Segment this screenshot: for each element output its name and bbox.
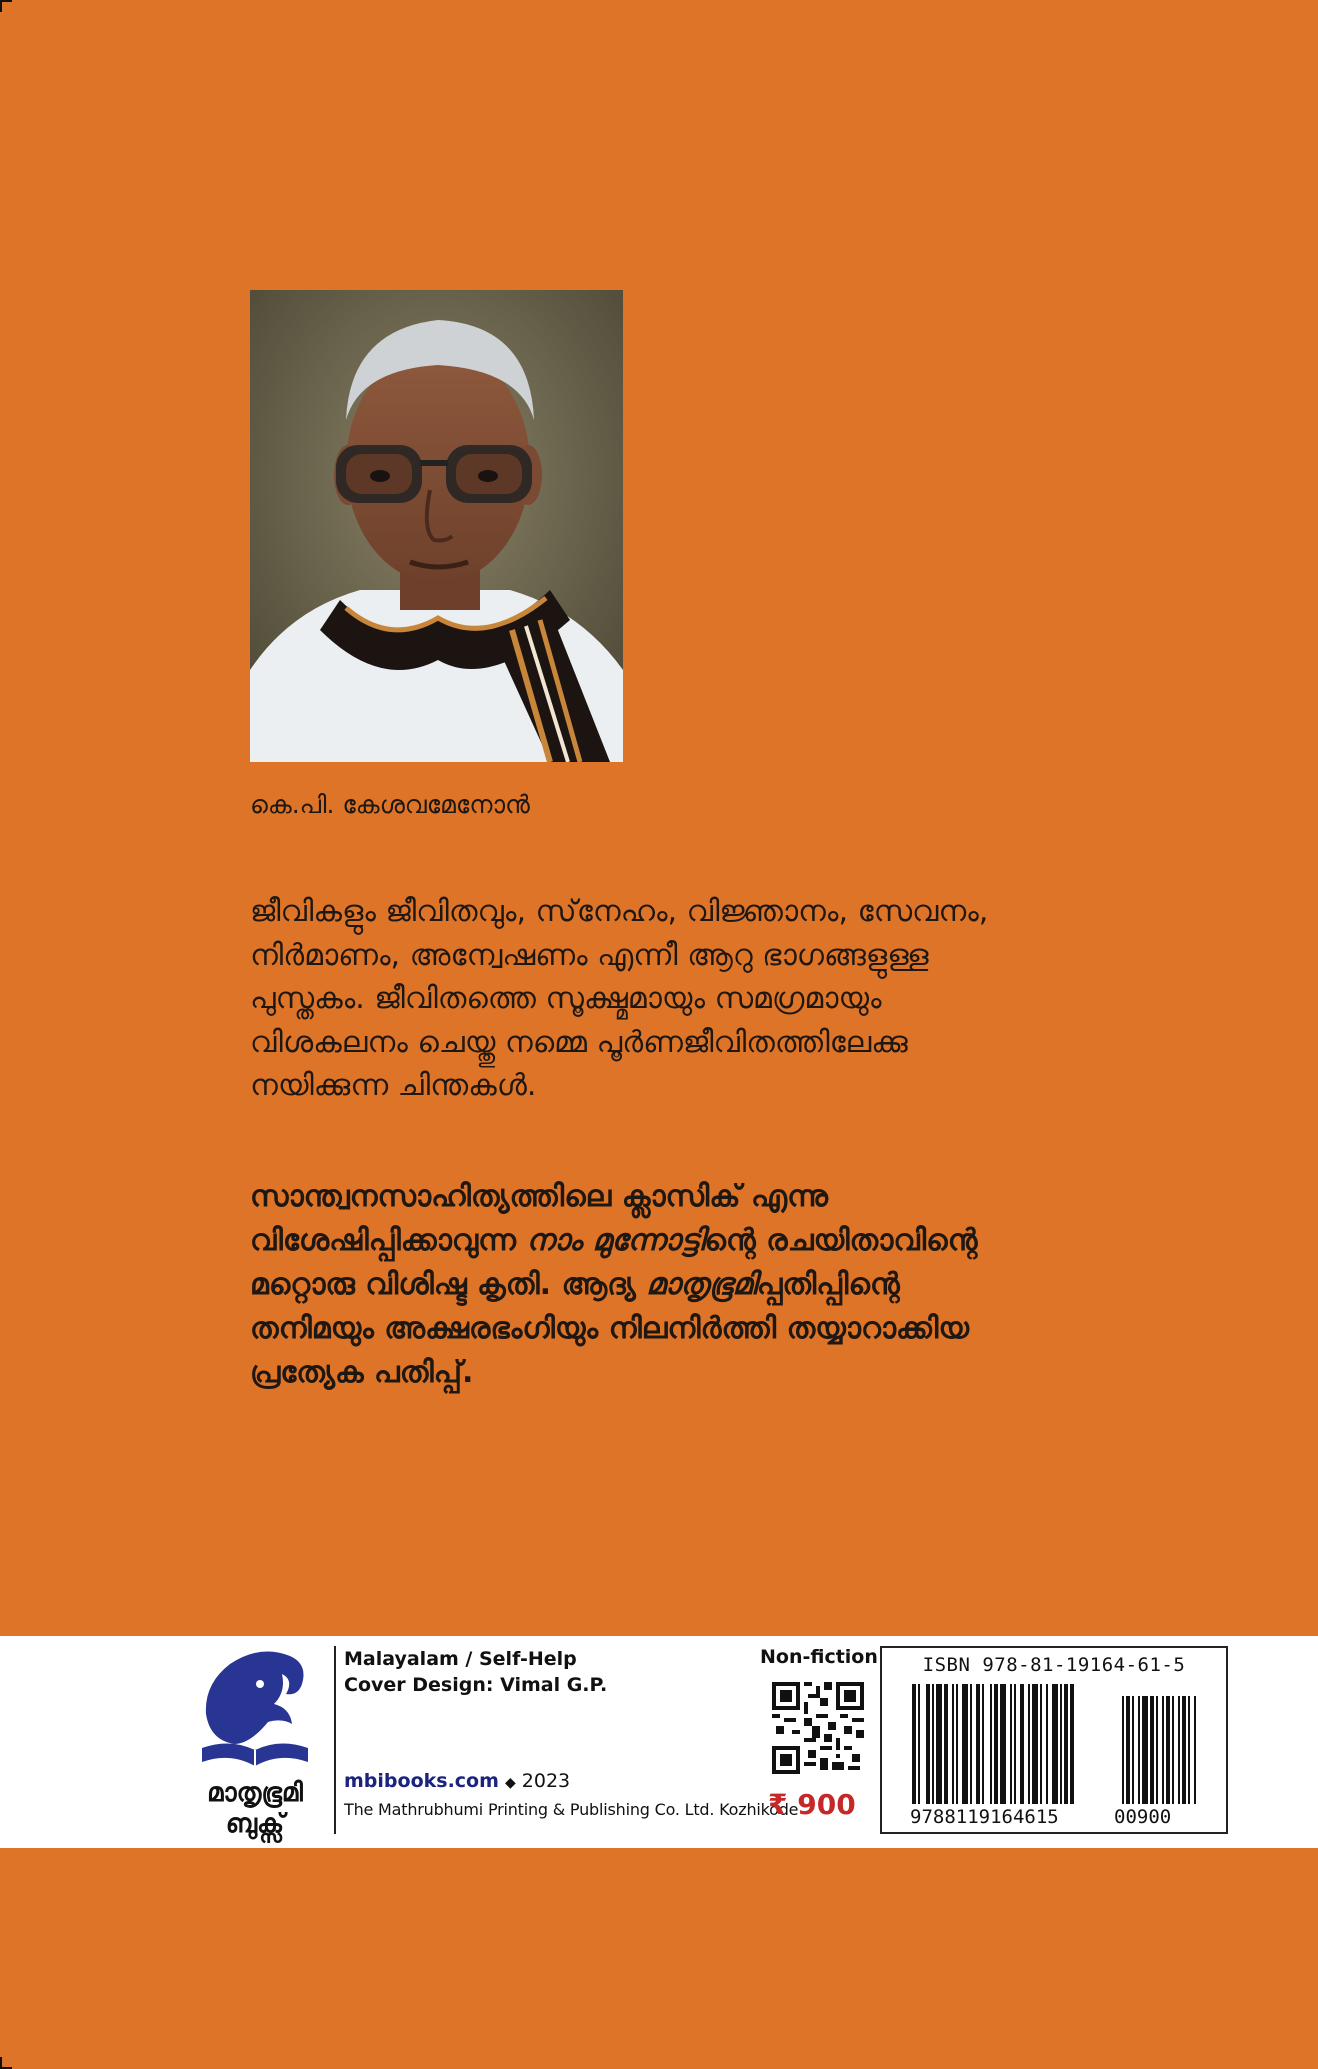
- website-link[interactable]: mbibooks.com: [344, 1770, 499, 1792]
- author-portrait: [250, 290, 623, 762]
- publisher-name: The Mathrubhumi Printing & Publishing Co. Ltd. Kozhikode: [344, 1800, 799, 1819]
- highlight-text: വിശേഷിപ്പിക്കാവുന്ന: [250, 1223, 527, 1258]
- highlight-line: [250, 1219, 1080, 1263]
- highlight-book-title: നാം മുന്നോട്ടി: [526, 1223, 705, 1258]
- description-line: പുസ്തകം. ജീവിതത്തെ സൂക്ഷ്മമായും സമഗ്രമായും: [250, 981, 882, 1016]
- website-line: [344, 1770, 570, 1792]
- footer-divider: [334, 1646, 336, 1834]
- highlight-text: ന്റെ രചയിതാവിന്റെ: [704, 1223, 978, 1258]
- highlight-line: സാന്ത്വനസാഹിത്യത്തിലെ ക്ലാസിക് എന്നു: [250, 1179, 828, 1214]
- publisher-logo-text: [190, 1778, 320, 1840]
- logo-line: ബുക്സ്: [225, 1809, 285, 1839]
- price-tag: ₹ 900: [768, 1788, 856, 1821]
- description-line: ജീവികളും ജീവിതവും, സ്‌നേഹം, വിജ്ഞാനം, സേവനം,: [250, 894, 989, 929]
- highlight-line: [250, 1263, 1080, 1307]
- author-caption: കെ.പി. കേശവമേനോൻ: [250, 790, 530, 819]
- description-line: നയിക്കുന്ന ചിന്തകൾ.: [250, 1068, 537, 1103]
- book-meta: [344, 1646, 607, 1698]
- crop-mark-bottom-left-v: [0, 2057, 2, 2069]
- book-highlight: [250, 1175, 1080, 1395]
- isbn-barcode: [880, 1646, 1228, 1834]
- highlight-line: പ്രത്യേക പതിപ്പ്.: [250, 1355, 474, 1390]
- publication-year: 2023: [521, 1770, 571, 1792]
- genre-label: Non-fiction: [760, 1646, 878, 1668]
- diamond-separator-icon: ◆: [504, 1775, 516, 1791]
- isbn-label: ISBN 978-81-19164-61-5: [922, 1654, 1186, 1676]
- cover-design-credit: Cover Design: Vimal G.P.: [344, 1674, 608, 1696]
- description-line: വിശകലനം ചെയ്തു നമ്മെ പൂർണജീവിതത്തിലേക്കു: [250, 1024, 908, 1060]
- logo-line: മാതൃഭൂമി: [207, 1778, 303, 1808]
- qr-code: [772, 1682, 864, 1774]
- highlight-line: തനിമയും അക്ഷരഭംഗിയും നിലനിർത്തി തയ്യാറാക്കിയ: [250, 1311, 969, 1346]
- highlight-publication-name: മാതൃഭൂമി: [646, 1267, 757, 1302]
- crop-mark-top-left-v: [0, 0, 2, 12]
- barcode-bars: [912, 1684, 1202, 1806]
- book-category: Malayalam / Self-Help: [344, 1648, 577, 1670]
- addon-digits: 00900: [1114, 1806, 1172, 1828]
- highlight-text: പ്പതിപ്പിന്റെ: [756, 1267, 900, 1302]
- description-line: നിർമാണം, അന്വേഷണം എന്നീ ആറു ഭാഗങ്ങളുള്ള: [250, 937, 929, 973]
- book-description: [250, 890, 1080, 1108]
- ean-digits: 9788119164615: [910, 1806, 1059, 1828]
- highlight-text: മറ്റൊരു വിശിഷ്ട കൃതി. ആദ്യ: [250, 1267, 647, 1302]
